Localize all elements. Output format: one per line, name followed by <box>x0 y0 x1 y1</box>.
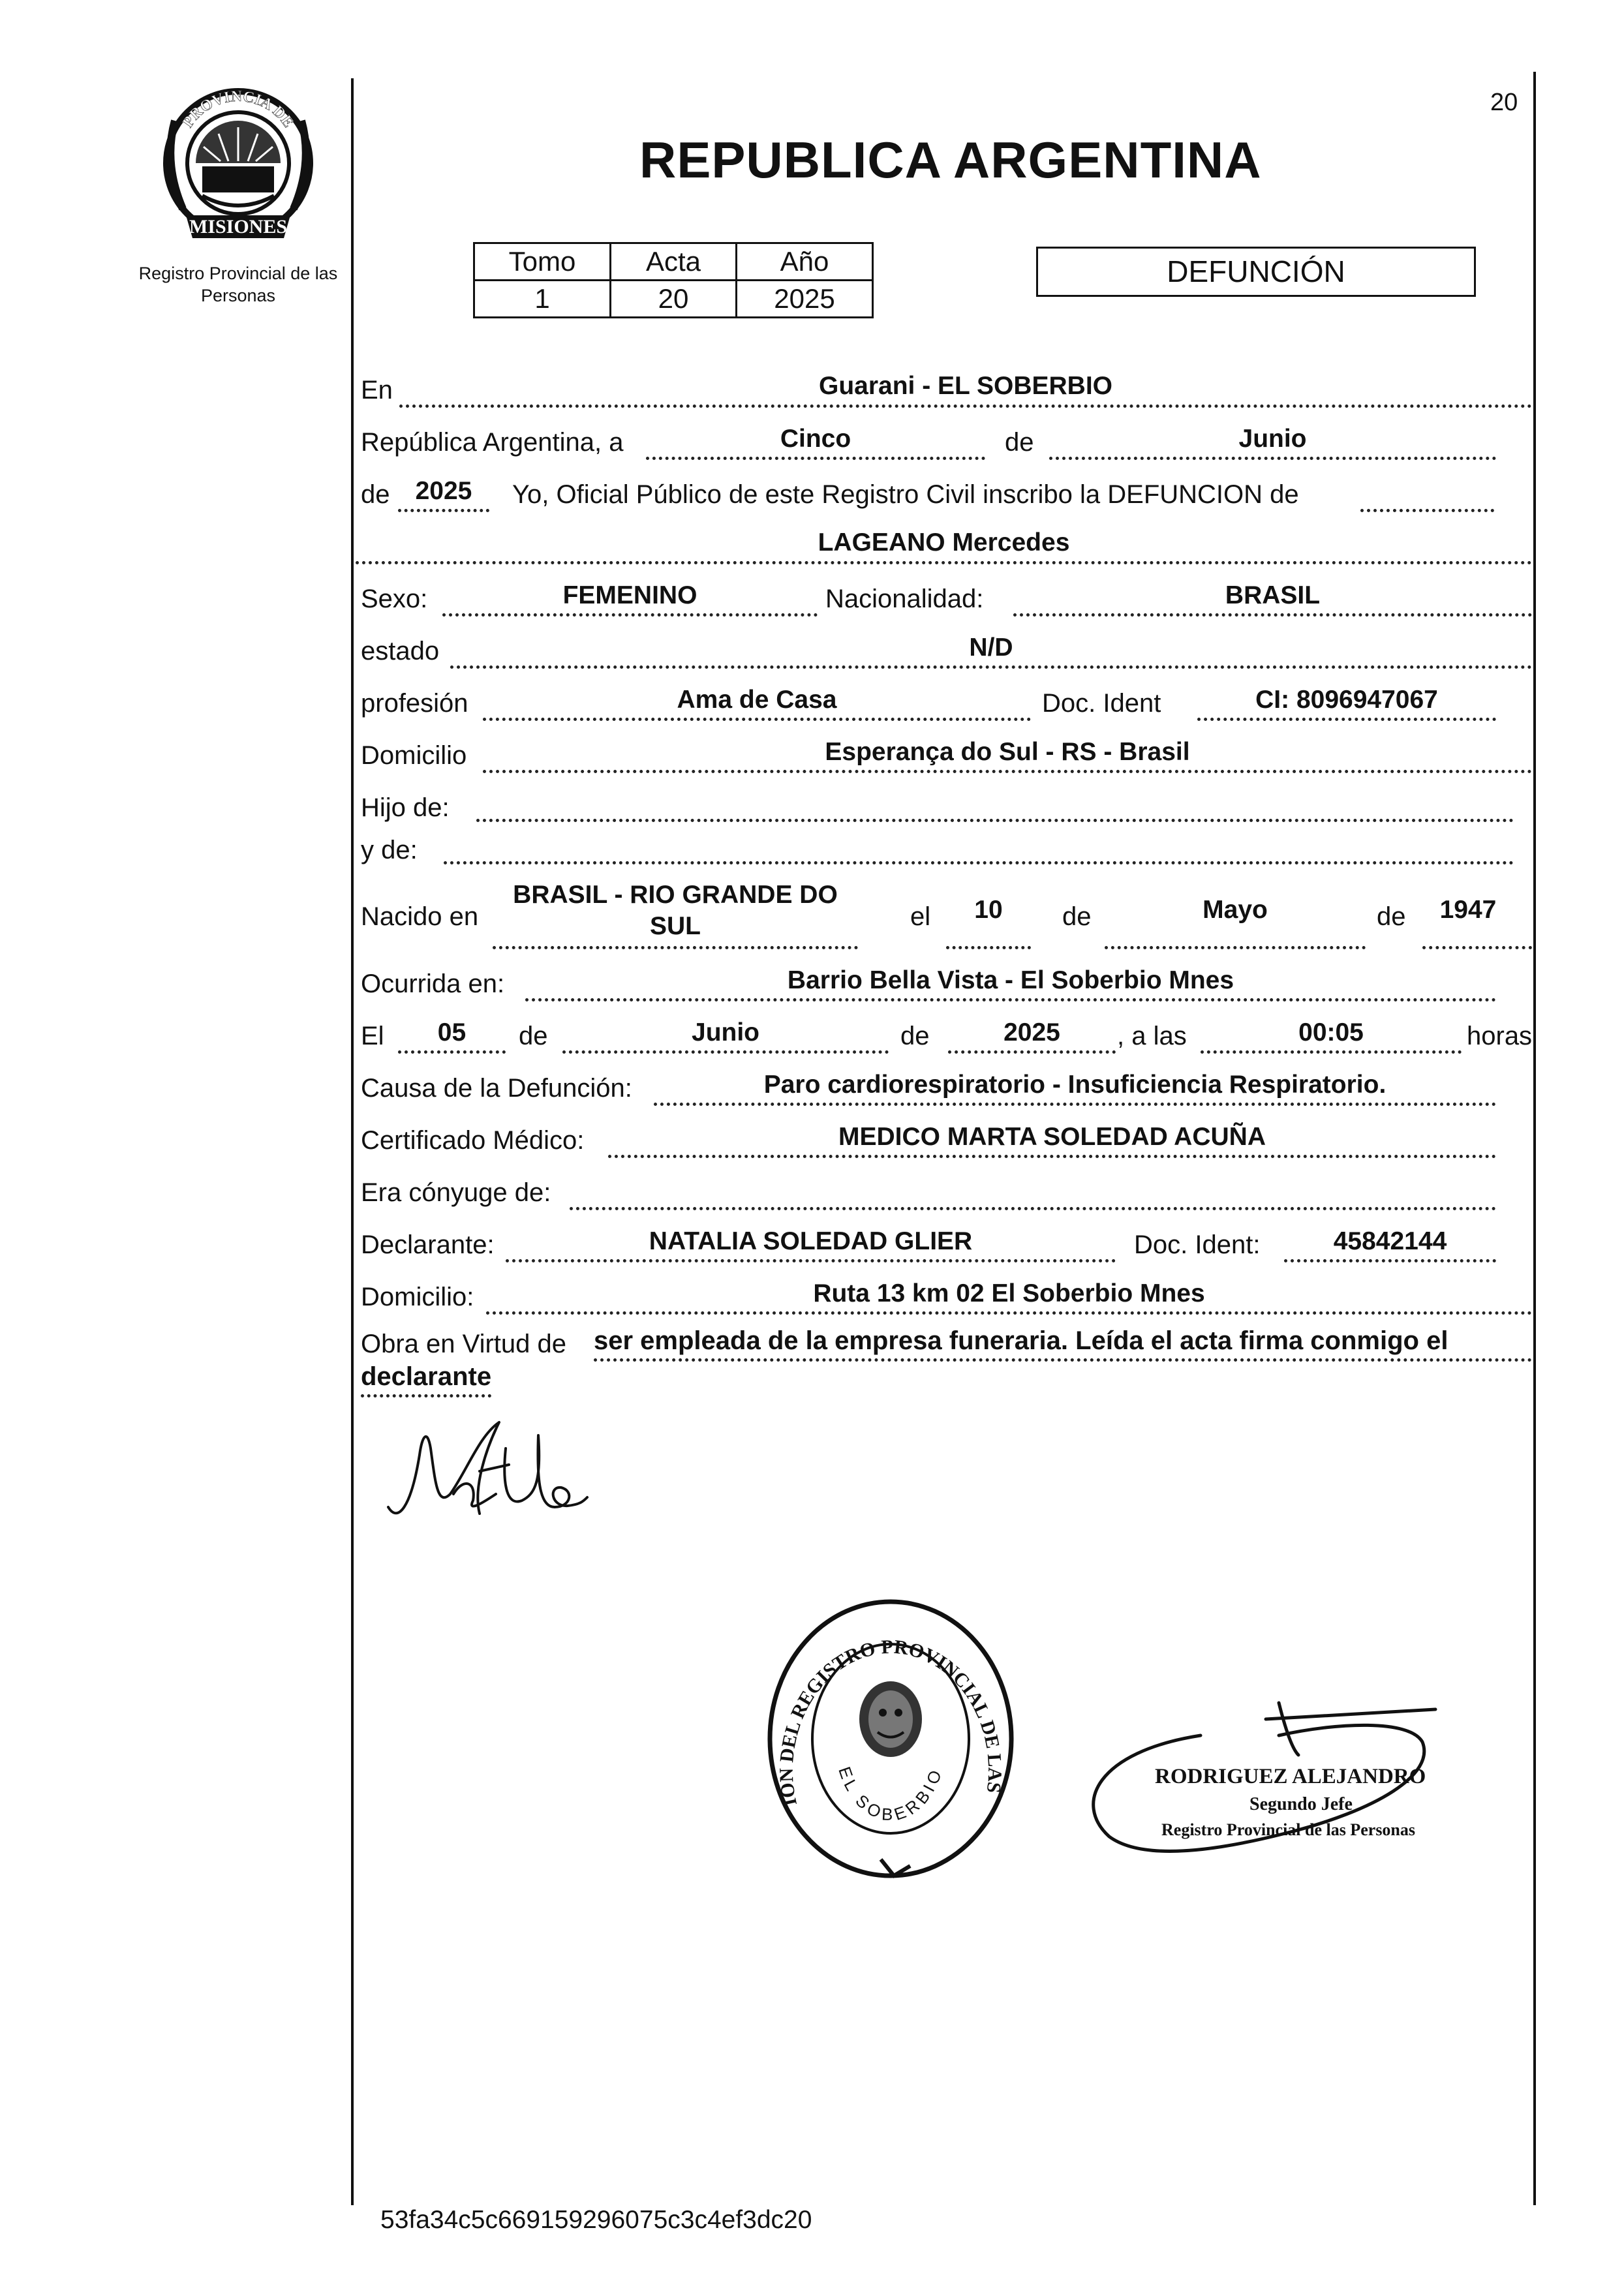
decl-doc-label: Doc. Ident: <box>1134 1230 1261 1259</box>
domicilio-label: Domicilio <box>361 741 467 770</box>
death-day-value: 05 <box>437 1018 467 1046</box>
deceased-name-line <box>356 561 1532 564</box>
death-month-value: Junio <box>692 1018 759 1046</box>
death-day-line <box>398 1050 506 1054</box>
conyuge-label: Era cónyuge de: <box>361 1178 551 1207</box>
page-number: 20 <box>1490 89 1518 116</box>
death-month-line <box>562 1050 889 1054</box>
de-year-label: de <box>361 480 390 509</box>
obra-text-line2: declarante <box>361 1362 492 1391</box>
decl-domicilio-value: Ruta 13 km 02 El Soberbio Mnes <box>813 1279 1205 1307</box>
death-time-value: 00:05 <box>1298 1018 1364 1046</box>
svg-text:PROVINCIA DE: PROVINCIA DE <box>179 87 297 131</box>
acta-value: 20 <box>611 281 737 318</box>
profesion-line <box>483 718 1031 721</box>
registry-stamp <box>760 1585 1021 1885</box>
acta-label: Acta <box>611 243 737 281</box>
obra-line-2 <box>361 1394 491 1397</box>
ocurrida-line <box>525 998 1496 1001</box>
province-logo <box>157 82 320 245</box>
decl-domicilio-line <box>486 1311 1532 1315</box>
official-seal-icon <box>760 1585 1021 1885</box>
anio-value: 2025 <box>737 281 873 318</box>
estado-label: estado <box>361 637 440 665</box>
month-line <box>1049 457 1496 460</box>
obra-line-1 <box>594 1358 1532 1362</box>
el-label: el <box>910 902 931 931</box>
svg-text:DELEGACION DEL REGISTRO PROVIN: ION DEL REGISTRO PROVINCIAL DE LAS <box>775 1636 1006 1809</box>
tomo-value: 1 <box>474 281 611 318</box>
official-office: Registro Provincial de las Personas <box>1161 1820 1416 1839</box>
birth-year-line <box>1422 946 1532 949</box>
death-de-label-1: de <box>519 1022 548 1050</box>
nacionalidad-line <box>1013 613 1532 617</box>
decl-doc-line <box>1284 1259 1496 1262</box>
nacido-en-label: Nacido en <box>361 902 479 931</box>
decl-domicilio-label: Domicilio: <box>361 1283 474 1311</box>
death-year-line <box>948 1050 1116 1054</box>
inscribo-line <box>1360 509 1494 512</box>
official-signature <box>1070 1690 1488 1889</box>
official-title: Segundo Jefe <box>1249 1794 1353 1814</box>
obra-label: Obra en Virtud de <box>361 1330 567 1358</box>
domicilio-value: Esperança do Sul - RS - Brasil <box>825 738 1190 766</box>
y-de-line <box>444 861 1514 864</box>
de-label: de <box>1005 428 1034 457</box>
certificado-line <box>608 1155 1496 1158</box>
obra-text-line1: ser empleada de la empresa funeraria. Leída el acta firma conmigo el <box>594 1326 1448 1355</box>
y-de-label: y de: <box>361 836 418 864</box>
year-line <box>398 509 489 512</box>
birth-month-line <box>1105 946 1366 949</box>
left-margin-line <box>351 78 354 2205</box>
nacido-en-line <box>493 946 858 949</box>
domicilio-line <box>483 770 1532 773</box>
death-de-label-2: de <box>900 1022 930 1050</box>
estado-value: N/D <box>969 634 1013 662</box>
misiones-coat-of-arms-icon <box>157 82 320 245</box>
document-type: DEFUNCIÓN <box>1167 254 1345 288</box>
declarante-line <box>506 1259 1116 1262</box>
declarante-label: Declarante: <box>361 1230 495 1259</box>
birth-year-value: 1947 <box>1439 896 1497 924</box>
place-line <box>399 405 1532 408</box>
certificado-value: MEDICO MARTA SOLEDAD ACUÑA <box>838 1123 1266 1151</box>
birth-day-value: 10 <box>974 896 1003 924</box>
death-time-line <box>1201 1050 1462 1054</box>
document-hash: 53fa34c5c669159296075c3c4ef3dc20 <box>380 2206 812 2234</box>
record-index-table <box>473 242 874 318</box>
nacido-en-line1: BRASIL - RIO GRANDE DO <box>513 881 838 909</box>
birth-day-line <box>946 946 1031 949</box>
declarante-value: NATALIA SOLEDAD GLIER <box>649 1227 973 1255</box>
horas-label: horas <box>1467 1022 1533 1050</box>
tomo-label: Tomo <box>474 243 611 281</box>
causa-line <box>654 1103 1496 1106</box>
conyuge-line <box>570 1207 1496 1210</box>
doc-ident-line <box>1197 718 1496 721</box>
nacionalidad-label: Nacionalidad: <box>825 585 984 613</box>
el-cap-label: El <box>361 1022 384 1050</box>
ocurrida-label: Ocurrida en: <box>361 969 505 998</box>
certificado-label: Certificado Médico: <box>361 1126 585 1155</box>
sexo-value: FEMENINO <box>562 581 697 609</box>
profesion-value: Ama de Casa <box>677 686 837 714</box>
causa-label: Causa de la Defunción: <box>361 1074 632 1103</box>
svg-text:MISIONES: MISIONES <box>189 216 288 237</box>
document-type-box <box>1036 247 1476 297</box>
birth-month-value: Mayo <box>1203 896 1268 924</box>
official-name: RODRIGUEZ ALEJANDRO <box>1155 1765 1426 1788</box>
day-word-line <box>646 457 985 460</box>
nacionalidad-value: BRASIL <box>1225 581 1321 609</box>
birth-de-label-2: de <box>1377 902 1406 931</box>
sexo-line <box>442 613 818 617</box>
day-word-value: Cinco <box>780 425 851 453</box>
month-value: Junio <box>1238 425 1307 453</box>
decl-doc-value: 45842144 <box>1333 1227 1447 1255</box>
deceased-name: LAGEANO Mercedes <box>818 528 1070 557</box>
hijo-de-line <box>476 819 1514 822</box>
sexo-label: Sexo: <box>361 585 428 613</box>
death-year-value: 2025 <box>1004 1018 1060 1046</box>
nacido-en-line2: SUL <box>650 912 701 940</box>
declarant-signature <box>375 1409 590 1536</box>
en-label: En <box>361 376 393 405</box>
year-value: 2025 <box>415 477 472 505</box>
right-margin-line <box>1533 72 1536 2205</box>
country-title: REPUBLICA ARGENTINA <box>639 131 1262 189</box>
registry-name: Registro Provincial de las Personas <box>138 264 338 305</box>
inscribo-text: Yo, Oficial Público de este Registro Civil inscribo la DEFUNCION de <box>512 480 1299 509</box>
anio-label: Año <box>737 243 873 281</box>
svg-text:EL SOBERBIO: EL SOBERBIO <box>835 1763 947 1825</box>
causa-value: Paro cardiorespiratorio - Insuficiencia Respiratorio. <box>763 1071 1387 1099</box>
place-value: Guarani - EL SOBERBIO <box>818 372 1113 400</box>
birth-de-label-1: de <box>1062 902 1092 931</box>
profesion-label: profesión <box>361 689 468 718</box>
hijo-de-label: Hijo de: <box>361 793 450 822</box>
republica-label: República Argentina, a <box>361 428 624 457</box>
doc-ident-value: CI: 8096947067 <box>1255 686 1438 714</box>
a-las-label: , a las <box>1117 1022 1187 1050</box>
ocurrida-value: Barrio Bella Vista - El Soberbio Mnes <box>787 966 1234 994</box>
estado-line <box>450 665 1532 669</box>
doc-ident-label: Doc. Ident <box>1042 689 1161 718</box>
